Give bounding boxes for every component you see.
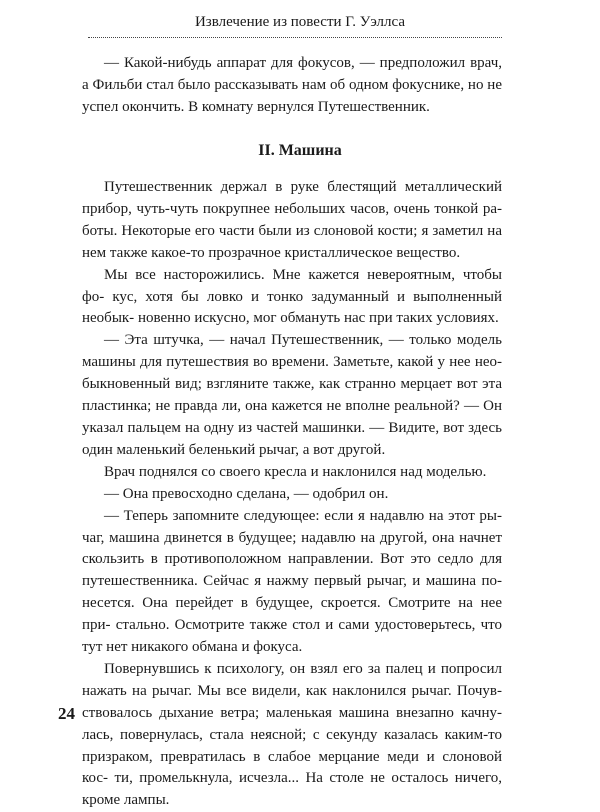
chapter-title: II. Машина <box>258 142 342 159</box>
text-line: новенно искусно, мог обмануть нас при таких условиях. <box>137 310 499 327</box>
page-number: 24 <box>58 704 75 723</box>
text-line: путешественника. Сейчас я нажму первый рычаг, и машина по- <box>82 573 502 590</box>
text-line: успел окончить. В комнату вернулся Путешественник. <box>82 98 430 115</box>
text-line: один маленький беленький рычаг, а вот другой. <box>82 441 386 458</box>
opening-paragraph <box>82 53 502 119</box>
text-line: лампы. <box>123 792 170 809</box>
paragraph <box>82 659 502 812</box>
text-line: — Эта штучка, — начал Путешественник, — только модель <box>104 332 502 349</box>
text-line: боты. Некоторые его части были из слоновой кости; я заметил на <box>82 222 502 239</box>
paragraph <box>82 462 502 484</box>
text-line: — Теперь запомните следующее: если я надавлю на этот ры- <box>104 507 502 524</box>
text-line: машины для путешествия во времени. Заметьте, какой у нее нео- <box>82 354 502 371</box>
text-line: — Она превосходно сделана, — одобрил он. <box>104 485 389 502</box>
text-line: Повернувшись к психологу, он взял его за палец и попросил <box>104 660 502 677</box>
paragraph <box>82 506 502 659</box>
text-line: ствовалось дыхание ветра; маленькая машина внезапно качну- <box>82 704 502 721</box>
text-line: пластинка; не правда ли, она кажется не вполне реальной? — Он <box>82 398 502 415</box>
paragraph <box>82 177 502 265</box>
text-line: — Какой-нибудь аппарат для фокусов, — предположил врач, <box>104 55 502 71</box>
text-line: а Фильби стал было рассказывать нам об одном фокуснике, но не <box>82 76 502 93</box>
chapter-body <box>82 177 502 812</box>
paragraph <box>82 330 502 461</box>
header-dotted-rule <box>88 37 502 38</box>
text-line: стально. Осмотрите также стол и сами удостоверьтесь, что тут нет <box>82 617 502 656</box>
text-line: скользить в противоположном направлении. Вот это седло для <box>82 551 502 568</box>
text-line: лась, повернулась, стала неясной; с секунду казалась каким-то <box>82 726 502 743</box>
text-line: Мы все насторожились. Мне кажется невероятным, чтобы фо- <box>82 266 502 305</box>
text-line: ти, промелькнула, исчезла... На столе не осталось ничего, кроме <box>82 770 503 809</box>
text-line: кус, хотя бы ловко и тонко задуманный и выполненный необык- <box>82 288 502 327</box>
paragraph <box>82 265 502 331</box>
text-line: чаг, машина двинется в будущее; надавлю на другой, она начнет <box>82 529 502 546</box>
text-line: указал пальцем на одну из частей машинки. — Видите, вот здесь <box>82 419 502 436</box>
text-line: Путешественник держал в руке блестящий металлический <box>104 179 502 195</box>
text-line: никакого обмана и фокуса. <box>131 639 303 656</box>
text-line: нем также какое-то прозрачное кристаллическое вещество. <box>82 244 461 261</box>
text-line: быкновенный вид; взгляните также, как странно мерцает вот эта <box>82 376 502 393</box>
text-line: призраком, превратилась в слабое мерцание меди и слоновой кос- <box>82 748 502 787</box>
text-line: нажать на рычаг. Мы все видели, как наклонился рычаг. Почув- <box>82 682 502 699</box>
paragraph <box>82 484 502 506</box>
text-line: несется. Она перейдет в будущее, скроется. Смотрите на нее при- <box>82 595 502 634</box>
running-head: Извлечение из повести Г. Уэллса <box>194 14 406 30</box>
paragraph <box>82 53 502 119</box>
text-line: прибор, чуть-чуть покрупнее небольших часов, очень тонкой ра- <box>82 200 502 217</box>
text-line: Врач поднялся со своего кресла и наклонился над моделью. <box>104 463 487 480</box>
